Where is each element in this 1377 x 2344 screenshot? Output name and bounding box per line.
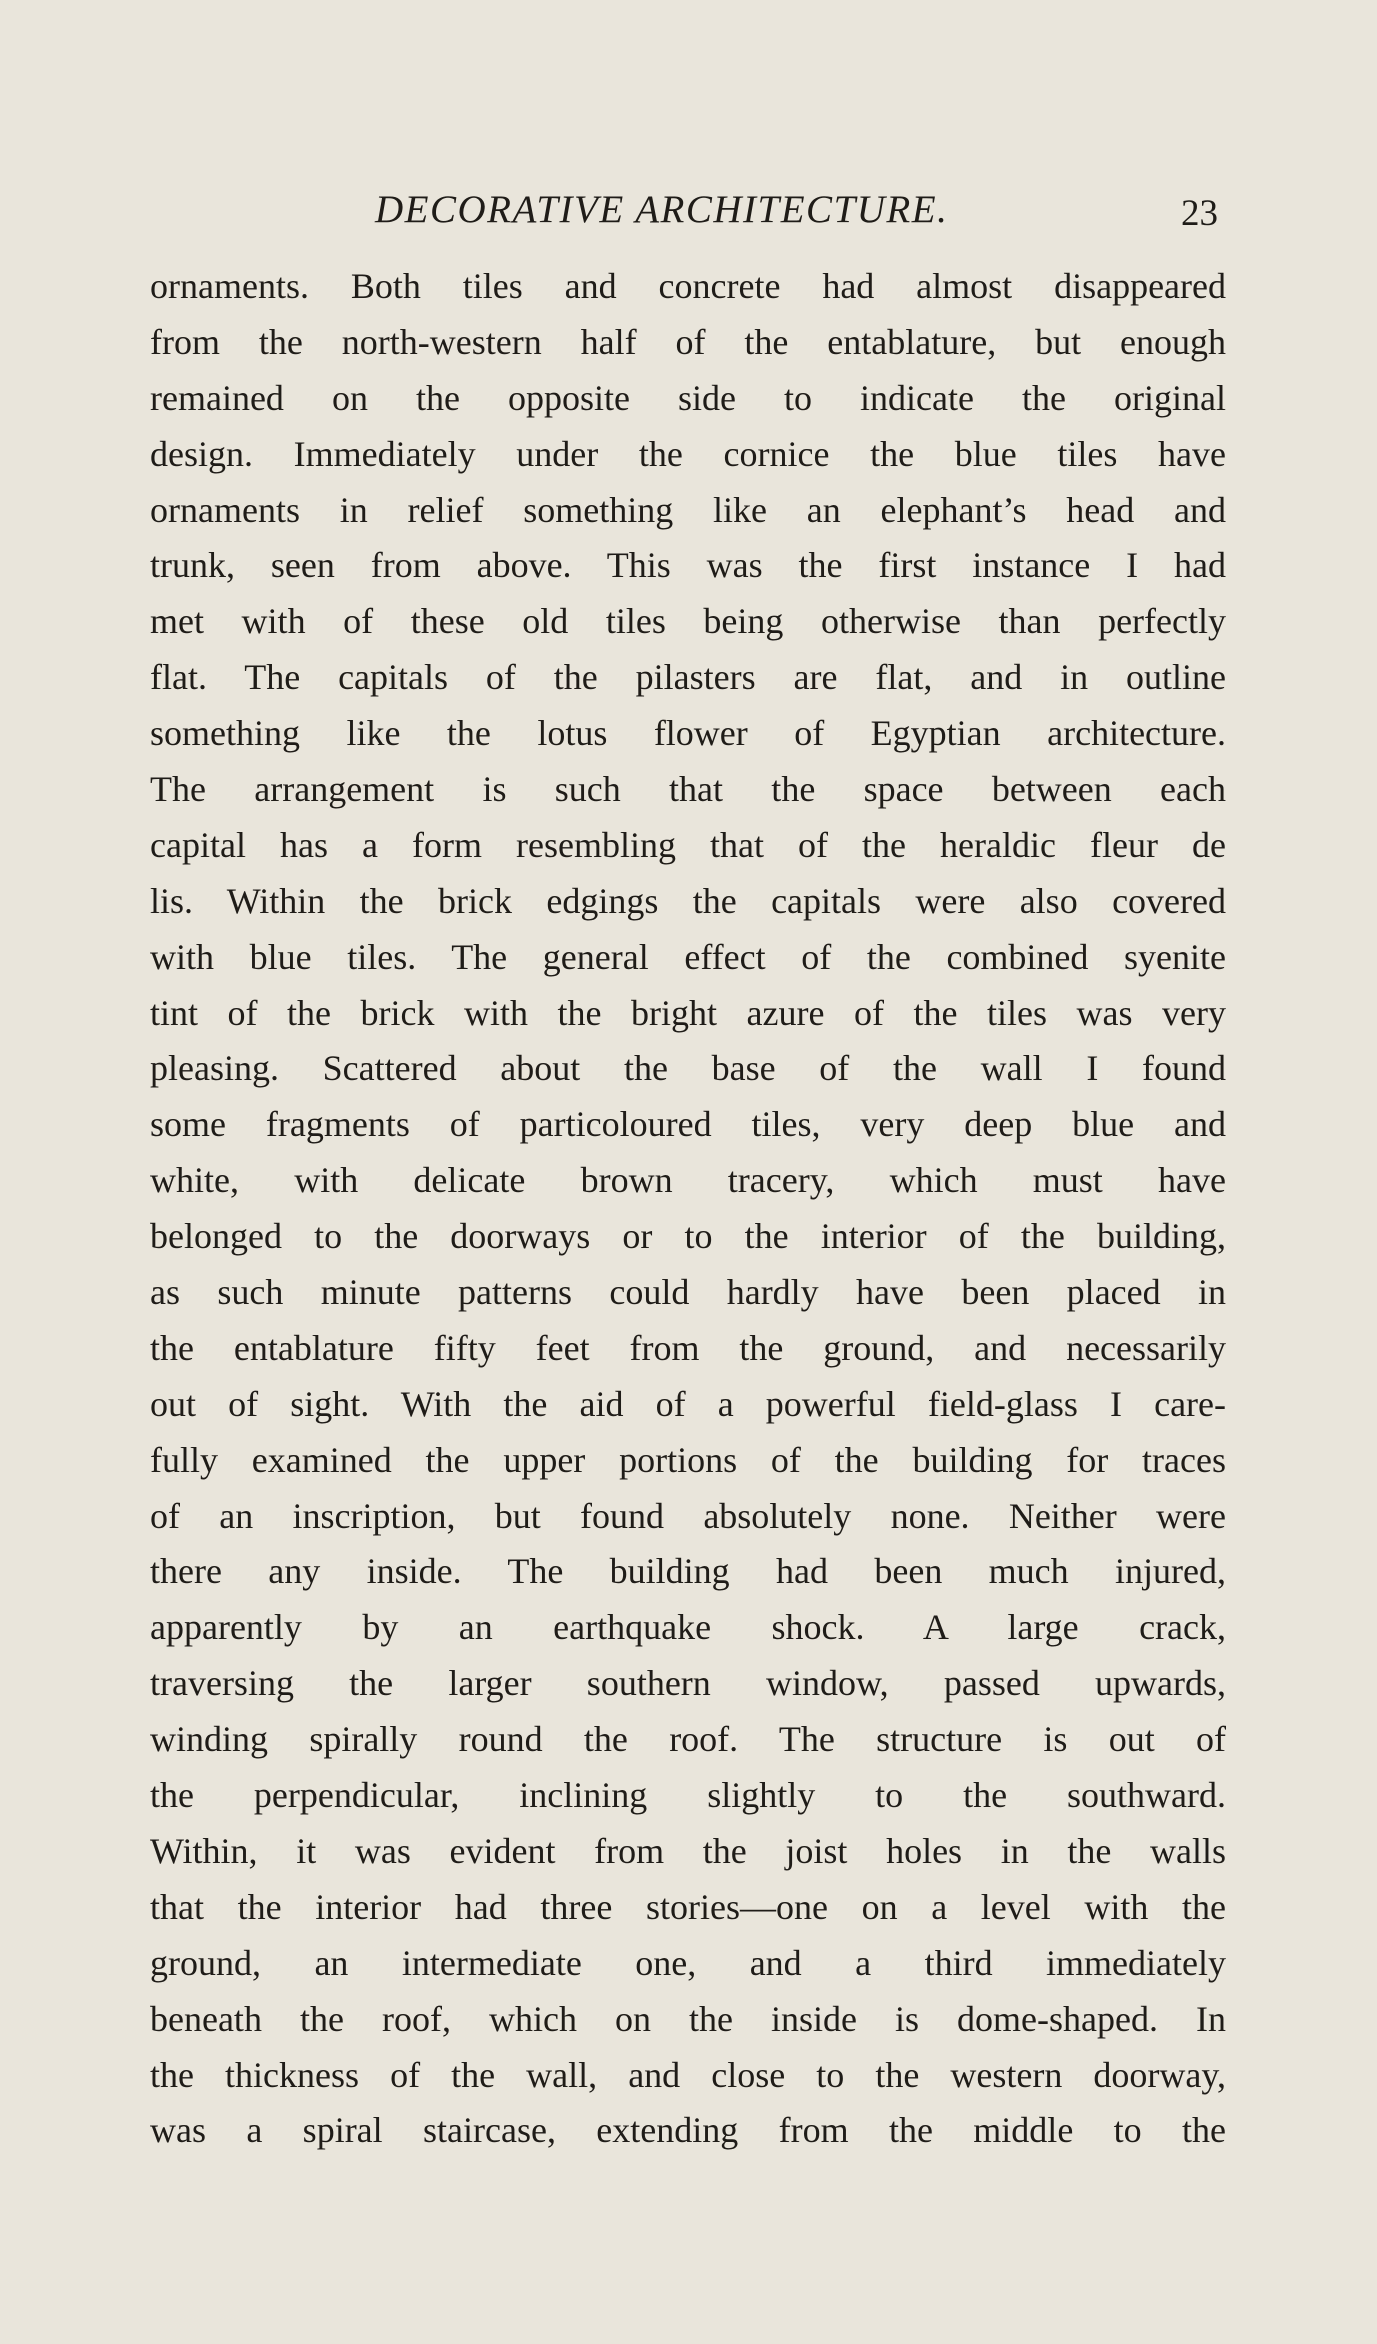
text-line: there any inside. The building had been much injured,	[150, 1551, 1226, 1592]
text-line: winding spirally round the roof. The structure is out of	[150, 1719, 1226, 1760]
text-line: lis. Within the brick edgings the capitals were also covered	[150, 880, 1226, 921]
text-line: traversing the larger southern window, passed upwards,	[150, 1663, 1226, 1704]
text-line: ornaments in relief something like an elephant’s head and	[150, 489, 1226, 530]
text-line: something like the lotus flower of Egyptian architecture.	[150, 713, 1226, 754]
text-line: met with of these old tiles being otherwise than perfectly	[150, 601, 1226, 642]
text-line: that the interior had three stories—one on a level with the	[150, 1886, 1226, 1927]
text-line: tint of the brick with the bright azure of the tiles was very	[150, 992, 1226, 1033]
text-line: remained on the opposite side to indicate the original	[150, 377, 1226, 418]
text-line: was a spiral staircase, extending from the middle to the	[150, 2110, 1226, 2151]
text-line: capital has a form resembling that of the heraldic fleur de	[150, 824, 1226, 865]
text-line: white, with delicate brown tracery, which must have	[150, 1160, 1226, 1201]
text-line: fully examined the upper portions of the building for traces	[150, 1439, 1226, 1480]
running-head	[0, 180, 1377, 240]
text-line: Within, it was evident from the joist holes in the walls	[150, 1830, 1226, 1871]
text-line: of an inscription, but found absolutely none. Neither were	[150, 1495, 1226, 1536]
text-line: the perpendicular, inclining slightly to the southward.	[150, 1775, 1226, 1816]
text-line: The arrangement is such that the space between each	[150, 769, 1226, 810]
text-line: ornaments. Both tiles and concrete had almost disappeared	[150, 266, 1226, 306]
text-line: the thickness of the wall, and close to the western doorway,	[150, 2054, 1226, 2095]
text-line: as such minute patterns could hardly have been placed in	[150, 1272, 1226, 1313]
text-line: from the north-western half of the entablature, but enough	[150, 321, 1226, 362]
text-line: pleasing. Scattered about the base of the wall I found	[150, 1048, 1226, 1089]
text-line: out of sight. With the aid of a powerful field-glass I care-	[150, 1383, 1226, 1424]
text-line: some fragments of particoloured tiles, very deep blue and	[150, 1104, 1226, 1145]
text-line: design. Immediately under the cornice the blue tiles have	[150, 433, 1226, 474]
page-number: 23	[1181, 193, 1218, 234]
text-line: trunk, seen from above. This was the first instance I had	[150, 545, 1226, 586]
text-line: the entablature fifty feet from the ground, and necessarily	[150, 1327, 1226, 1368]
body-text	[150, 259, 1226, 2159]
text-line: beneath the roof, which on the inside is dome-shaped. In	[150, 1998, 1226, 2039]
running-title: DECORATIVE ARCHITECTURE.	[375, 188, 949, 231]
text-line: belonged to the doorways or to the interior of the building,	[150, 1216, 1226, 1257]
text-line: apparently by an earthquake shock. A large crack,	[150, 1607, 1226, 1648]
text-line: with blue tiles. The general effect of the combined syenite	[150, 936, 1226, 977]
text-line: flat. The capitals of the pilasters are flat, and in outline	[150, 657, 1226, 698]
text-line: ground, an intermediate one, and a third immediately	[150, 1942, 1226, 1983]
